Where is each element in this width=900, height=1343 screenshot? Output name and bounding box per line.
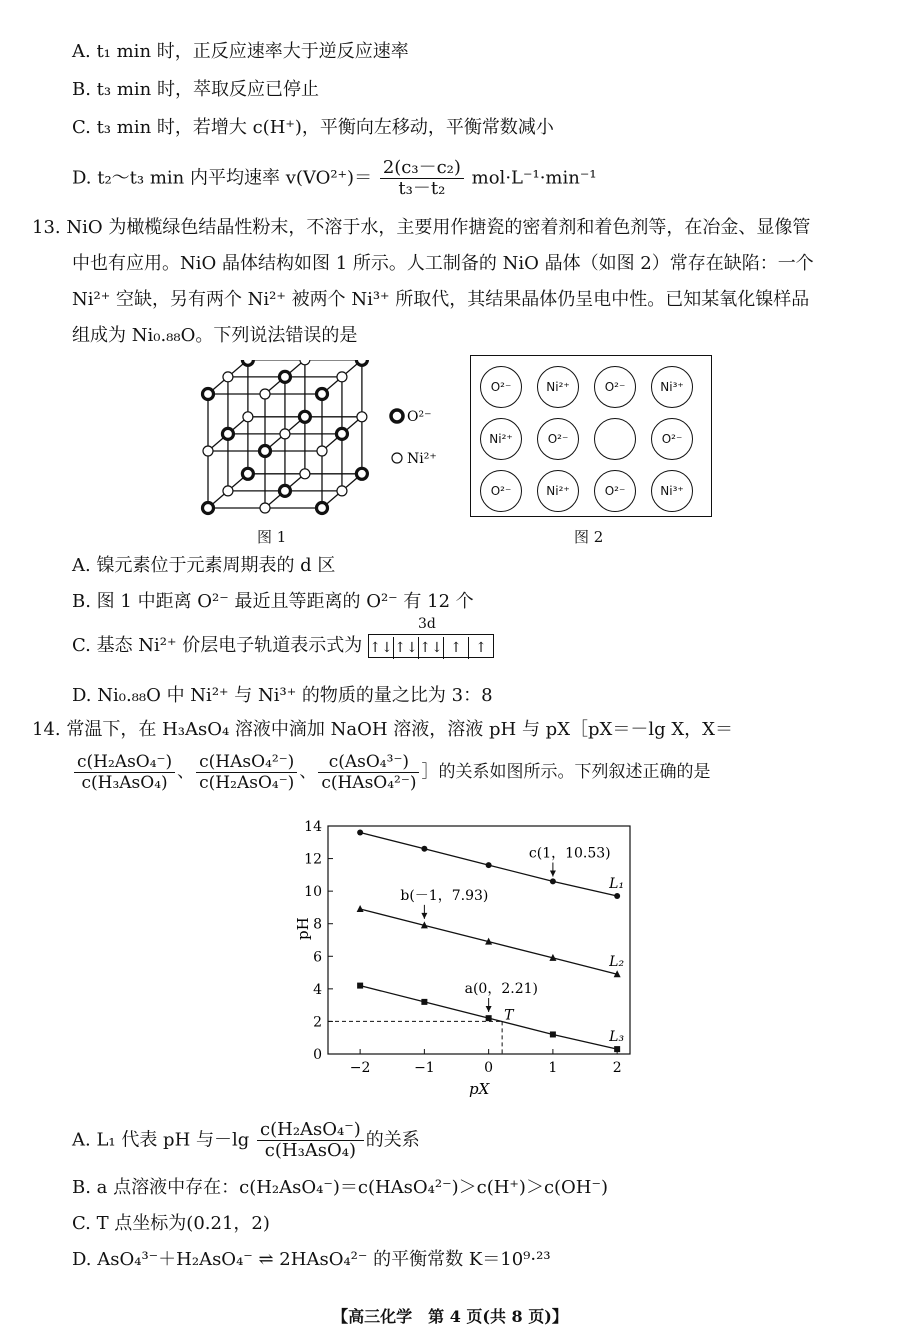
orbital-box-3: ↑ [444, 637, 469, 659]
data-point [550, 878, 556, 884]
orbital-box-1: ↑↓ [394, 637, 419, 659]
q12-d-unit: mol·L⁻¹·min⁻¹ [471, 167, 597, 189]
lattice-ion: O²⁻ [480, 366, 522, 408]
sep-2: 、 [299, 762, 317, 782]
y-tick-label: 10 [304, 884, 322, 901]
x-tick-label: 0 [484, 1060, 494, 1076]
q12-d-num: 2(c₃－c₂) [380, 158, 464, 179]
ni-ion [260, 389, 270, 399]
arrow-head [486, 1006, 492, 1012]
point-label: b(－1，7.93) [400, 887, 489, 904]
o-ion [336, 428, 347, 439]
data-point [614, 1046, 620, 1052]
q12-option-d [72, 158, 597, 199]
f1-num: c(H₂AsO₄⁻) [74, 752, 175, 773]
f1-den: c(H₃AsO₄) [81, 773, 168, 793]
lattice-ion: Ni²⁺ [537, 366, 579, 408]
lattice-ion: O²⁻ [651, 418, 693, 460]
q14-a-prefix: A. L₁ 代表 pH 与－lg [72, 1129, 250, 1151]
o-ion [203, 503, 214, 514]
lattice-ion: Ni²⁺ [537, 470, 579, 512]
series-label: L₃ [609, 1029, 625, 1046]
arrow-head [550, 871, 556, 877]
q13-orbital-diagram [368, 616, 494, 658]
y-axis-label: pH [294, 917, 312, 940]
data-point [357, 830, 363, 836]
q14-option-a [72, 1120, 420, 1161]
data-point [421, 846, 427, 852]
q14-stem-2 [72, 752, 710, 793]
point-label: a(0，2.21) [464, 981, 538, 998]
point-label: T [504, 1007, 514, 1024]
q12-option-b: B. t₃ min 时，萃取反应已停止 [72, 79, 319, 100]
legend-ni-marker [392, 453, 402, 463]
lattice-ion: O²⁻ [537, 418, 579, 460]
o-ion [279, 371, 290, 382]
ph-px-chart [280, 810, 640, 1105]
lattice-ion: Ni³⁺ [651, 366, 693, 408]
o-ion [356, 468, 367, 479]
lattice-ion: O²⁻ [594, 470, 636, 512]
lattice-ion: O²⁻ [594, 366, 636, 408]
arrow-head [421, 913, 427, 919]
x-tick-label: −2 [349, 1060, 371, 1076]
y-tick-label: 12 [304, 851, 322, 868]
q13-c-text: C. 基态 Ni²⁺ 价层电子轨道表示式为 [72, 635, 363, 656]
ni-ion [317, 446, 327, 456]
q12-option-a: A. t₁ min 时，正反应速率大于逆反应速率 [72, 41, 409, 62]
q14-option-c: C. T 点坐标为(0.21，2) [72, 1213, 270, 1234]
q12-d-prefix: D. t₂～t₃ min 内平均速率 v(VO²⁺)＝ [72, 167, 373, 189]
ni-ion [300, 360, 310, 365]
orbital-box-2: ↑↓ [419, 637, 444, 659]
series-label: L₁ [609, 876, 625, 893]
ni-ion [203, 446, 213, 456]
o-ion [356, 360, 367, 365]
a-num: c(H₂AsO₄⁻) [257, 1120, 364, 1141]
q13-option-c [72, 616, 494, 658]
lattice-ion: Ni³⁺ [651, 470, 693, 512]
q14-frac-2 [196, 752, 297, 793]
fig2-caption: 图 2 [574, 528, 604, 546]
ni-ion [280, 429, 290, 439]
o-ion [222, 428, 233, 439]
legend-ni-label: Ni²⁺ [407, 451, 437, 467]
ni-ion [337, 372, 347, 382]
x-tick-label: 1 [548, 1060, 558, 1076]
orbital-label: 3d [417, 616, 436, 632]
data-point [550, 1031, 556, 1037]
o-ion [242, 468, 253, 479]
ni-ion [337, 486, 347, 496]
y-tick-label: 2 [313, 1014, 322, 1031]
lattice-ion: O²⁻ [480, 470, 522, 512]
f3-num: c(AsO₄³⁻) [318, 752, 419, 773]
lattice-ion: Ni²⁺ [480, 418, 522, 460]
ni-ion [260, 503, 270, 513]
q13-stem-1: 13. NiO 为橄榄绿色结晶性粉末，不溶于水，主要用作搪瓷的密着剂和着色剂等，在冶金、显像管 [32, 217, 811, 238]
data-point [486, 1015, 492, 1021]
data-point [614, 893, 620, 899]
o-ion [260, 446, 271, 457]
q14-option-b: B. a 点溶液中存在：c(H₂AsO₄⁻)＝c(HAsO₄²⁻)＞c(H⁺)＞c(OH⁻) [72, 1177, 609, 1198]
point-label: c(1，10.53) [528, 845, 611, 862]
x-tick-label: 2 [612, 1060, 622, 1076]
legend-o-label: O²⁻ [407, 409, 432, 425]
y-tick-label: 4 [313, 981, 322, 998]
orbital-boxes [368, 634, 494, 658]
q14-frac-1 [74, 752, 175, 793]
q13-stem-3: Ni²⁺ 空缺，另有两个 Ni²⁺ 被两个 Ni³⁺ 所取代，其结果晶体仍呈电中性。已知某氧化镍样品 [72, 289, 810, 310]
data-point [357, 905, 364, 912]
data-point [421, 999, 427, 1005]
orbital-box-0: ↑↓ [369, 637, 394, 659]
q14-option-d: D. AsO₄³⁻＋H₂AsO₄⁻ ⇌ 2HAsO₄²⁻ 的平衡常数 K＝10⁹·²³ [72, 1249, 551, 1270]
o-ion [203, 389, 214, 400]
ni-ion [243, 412, 253, 422]
q14-a-fraction [257, 1120, 364, 1161]
q13-option-d: D. Ni₀.₈₈O 中 Ni²⁺ 与 Ni³⁺ 的物质的量之比为 3：8 [72, 685, 493, 706]
o-ion [279, 485, 290, 496]
x-tick-label: −1 [414, 1060, 435, 1076]
q14-frac-3 [318, 752, 419, 793]
y-tick-label: 14 [304, 819, 322, 835]
q12-option-c: C. t₃ min 时，若增大 c(H⁺)，平衡向左移动，平衡常数减小 [72, 117, 554, 138]
q14-stem-tail: ］的关系如图所示。下列叙述正确的是 [421, 762, 711, 782]
x-axis-label: pX [469, 1080, 490, 1098]
q12-d-fraction [380, 158, 464, 199]
q13-option-a: A. 镍元素位于元素周期表的 d 区 [72, 555, 336, 576]
ni-ion [223, 486, 233, 496]
orbital-box-4: ↑ [475, 640, 487, 656]
ni-ion [223, 372, 233, 382]
page-footer: 【高三化学 第 4 页(共 8 页)】 [332, 1307, 568, 1326]
fig2-defect-lattice [470, 355, 712, 517]
o-ion [317, 389, 328, 400]
q13-stem-2: 中也有应用。NiO 晶体结构如图 1 所示。人工制备的 NiO 晶体（如图 2）常存在缺陷：一个 [72, 253, 814, 274]
f2-num: c(HAsO₄²⁻) [196, 752, 297, 773]
q12-d-den: t₃－t₂ [398, 178, 446, 199]
q14-stem-1: 14. 常温下，在 H₃AsO₄ 溶液中滴加 NaOH 溶液，溶液 pH 与 pX［pX＝－lg X，X＝ [32, 719, 733, 740]
q13-option-b: B. 图 1 中距离 O²⁻ 最近且等距离的 O²⁻ 有 12 个 [72, 591, 474, 612]
a-den: c(H₃AsO₄) [264, 1140, 357, 1161]
lattice-ion [594, 418, 636, 460]
o-ion [299, 411, 310, 422]
y-tick-label: 6 [313, 949, 322, 966]
o-ion [242, 360, 253, 365]
data-point [357, 983, 363, 989]
q13-stem-4: 组成为 Ni₀.₈₈O。下列说法错误的是 [72, 325, 358, 346]
ni-ion [300, 469, 310, 479]
fig1-nio-crystal [190, 360, 460, 520]
y-tick-label: 8 [313, 916, 322, 933]
data-point [486, 862, 492, 868]
series-label: L₂ [609, 954, 625, 971]
fig1-caption: 图 1 [257, 528, 287, 546]
ni-ion [357, 412, 367, 422]
o-ion [317, 503, 328, 514]
f3-den: c(HAsO₄²⁻) [321, 773, 417, 793]
legend-o-marker [391, 410, 403, 422]
f2-den: c(H₂AsO₄⁻) [199, 773, 295, 793]
q14-a-tail: 的关系 [365, 1129, 420, 1151]
sep-1: 、 [177, 762, 195, 782]
y-tick-label: 0 [313, 1047, 322, 1063]
